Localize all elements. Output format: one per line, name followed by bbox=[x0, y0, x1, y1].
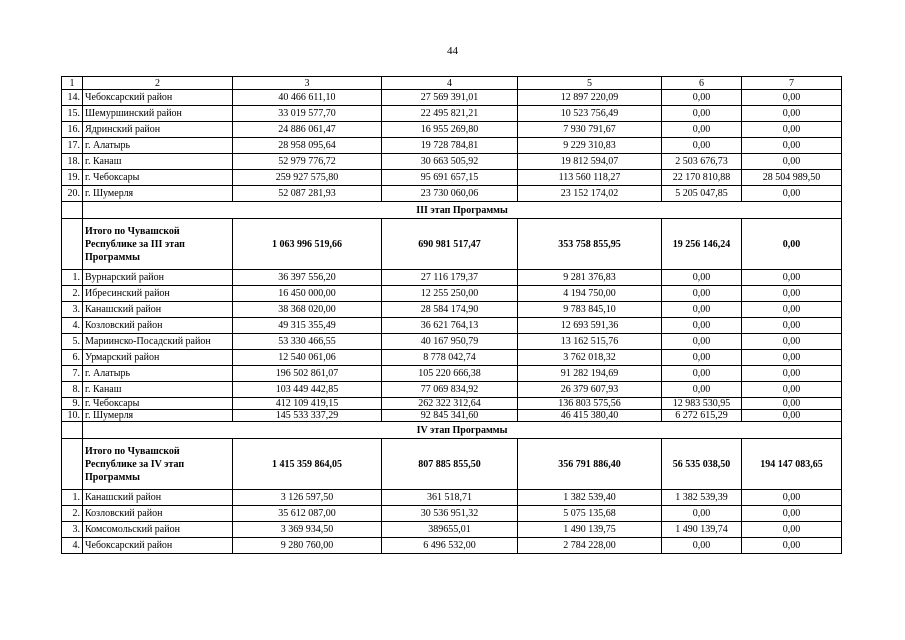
district-name: Козловский район bbox=[83, 506, 233, 522]
table-row bbox=[62, 522, 842, 538]
table-row bbox=[62, 366, 842, 382]
column-4-amount: 8 778 042,74 bbox=[382, 350, 518, 366]
column-4-amount: 77 069 834,92 bbox=[382, 382, 518, 398]
column-6-amount: 0,00 bbox=[662, 122, 742, 138]
total-amount: 103 449 442,85 bbox=[233, 382, 382, 398]
district-name: Шемуршинский район bbox=[83, 106, 233, 122]
row-number: 1. bbox=[62, 270, 83, 286]
column-6-amount: 2 503 676,73 bbox=[662, 154, 742, 170]
total-amount: 52 979 776,72 bbox=[233, 154, 382, 170]
column-4-amount: 22 495 821,21 bbox=[382, 106, 518, 122]
column-6-amount: 0,00 bbox=[662, 334, 742, 350]
column-number-header: 7 bbox=[742, 77, 842, 90]
column-7-amount: 0,00 bbox=[742, 410, 842, 422]
stage-blank-cell bbox=[62, 422, 83, 439]
row-number: 6. bbox=[62, 350, 83, 366]
total-blank-cell bbox=[62, 219, 83, 270]
total-amount: 53 330 466,55 bbox=[233, 334, 382, 350]
column-number-header: 4 bbox=[382, 77, 518, 90]
column-number-header: 5 bbox=[518, 77, 662, 90]
row-number: 4. bbox=[62, 538, 83, 554]
column-5-amount: 1 382 539,40 bbox=[518, 490, 662, 506]
district-name: г. Алатырь bbox=[83, 366, 233, 382]
district-name: Козловский район bbox=[83, 318, 233, 334]
column-7-amount: 0,00 bbox=[742, 219, 842, 270]
table-row bbox=[62, 410, 842, 422]
total-amount: 12 540 061,06 bbox=[233, 350, 382, 366]
column-6-amount: 22 170 810,88 bbox=[662, 170, 742, 186]
column-4-amount: 262 322 312,64 bbox=[382, 398, 518, 410]
total-amount: 16 450 000,00 bbox=[233, 286, 382, 302]
column-6-amount: 0,00 bbox=[662, 138, 742, 154]
column-7-amount: 0,00 bbox=[742, 522, 842, 538]
table-row bbox=[62, 106, 842, 122]
table-row bbox=[62, 270, 842, 286]
row-number: 4. bbox=[62, 318, 83, 334]
column-5-amount: 9 229 310,83 bbox=[518, 138, 662, 154]
column-6-amount: 6 272 615,29 bbox=[662, 410, 742, 422]
column-5-amount: 136 803 575,56 bbox=[518, 398, 662, 410]
column-7-amount: 0,00 bbox=[742, 350, 842, 366]
column-4-amount: 30 663 505,92 bbox=[382, 154, 518, 170]
column-6-amount: 0,00 bbox=[662, 286, 742, 302]
table-row bbox=[62, 350, 842, 366]
district-name: Ибресинский район bbox=[83, 286, 233, 302]
table-row bbox=[62, 138, 842, 154]
column-5-amount: 46 415 380,40 bbox=[518, 410, 662, 422]
table-row bbox=[62, 490, 842, 506]
row-number: 17. bbox=[62, 138, 83, 154]
column-number-row bbox=[62, 77, 842, 90]
district-name: Мариинско-Посадский район bbox=[83, 334, 233, 350]
column-number-header: 1 bbox=[62, 77, 83, 90]
table-row bbox=[62, 318, 842, 334]
column-7-amount: 0,00 bbox=[742, 334, 842, 350]
row-number: 3. bbox=[62, 522, 83, 538]
total-amount: 28 958 095,64 bbox=[233, 138, 382, 154]
stage-heading-row bbox=[62, 202, 842, 219]
table-row bbox=[62, 90, 842, 106]
column-4-amount: 36 621 764,13 bbox=[382, 318, 518, 334]
total-label: Итого по Чувашской Республике за III этап Программы bbox=[83, 219, 233, 270]
stage-total-row bbox=[62, 439, 842, 490]
total-amount: 3 369 934,50 bbox=[233, 522, 382, 538]
row-number: 15. bbox=[62, 106, 83, 122]
column-4-amount: 95 691 657,15 bbox=[382, 170, 518, 186]
column-5-amount: 19 812 594,07 bbox=[518, 154, 662, 170]
table-row bbox=[62, 398, 842, 410]
column-7-amount: 0,00 bbox=[742, 286, 842, 302]
column-7-amount: 0,00 bbox=[742, 138, 842, 154]
budget-table bbox=[61, 76, 842, 554]
table-row bbox=[62, 538, 842, 554]
column-4-amount: 807 885 855,50 bbox=[382, 439, 518, 490]
total-amount: 412 109 419,15 bbox=[233, 398, 382, 410]
column-6-amount: 0,00 bbox=[662, 506, 742, 522]
row-number: 7. bbox=[62, 366, 83, 382]
column-7-amount: 0,00 bbox=[742, 318, 842, 334]
column-7-amount: 194 147 083,65 bbox=[742, 439, 842, 490]
district-name: Канашский район bbox=[83, 302, 233, 318]
column-6-amount: 19 256 146,24 bbox=[662, 219, 742, 270]
district-name: Вурнарский район bbox=[83, 270, 233, 286]
district-name: Урмарский район bbox=[83, 350, 233, 366]
total-blank-cell bbox=[62, 439, 83, 490]
column-6-amount: 0,00 bbox=[662, 350, 742, 366]
column-7-amount: 28 504 989,50 bbox=[742, 170, 842, 186]
table-row bbox=[62, 170, 842, 186]
district-name: г. Шумерля bbox=[83, 186, 233, 202]
column-4-amount: 92 845 341,60 bbox=[382, 410, 518, 422]
column-6-amount: 0,00 bbox=[662, 106, 742, 122]
district-name: г. Чебоксары bbox=[83, 398, 233, 410]
column-4-amount: 23 730 060,06 bbox=[382, 186, 518, 202]
column-5-amount: 26 379 607,93 bbox=[518, 382, 662, 398]
total-amount: 36 397 556,20 bbox=[233, 270, 382, 286]
district-name: Чебоксарский район bbox=[83, 90, 233, 106]
column-5-amount: 7 930 791,67 bbox=[518, 122, 662, 138]
column-6-amount: 0,00 bbox=[662, 270, 742, 286]
row-number: 20. bbox=[62, 186, 83, 202]
column-5-amount: 91 282 194,69 bbox=[518, 366, 662, 382]
row-number: 9. bbox=[62, 398, 83, 410]
stage-heading-row bbox=[62, 422, 842, 439]
total-amount: 3 126 597,50 bbox=[233, 490, 382, 506]
total-amount: 49 315 355,49 bbox=[233, 318, 382, 334]
row-number: 3. bbox=[62, 302, 83, 318]
column-4-amount: 30 536 951,32 bbox=[382, 506, 518, 522]
district-name: г. Алатырь bbox=[83, 138, 233, 154]
column-number-header: 6 bbox=[662, 77, 742, 90]
district-name: Канашский район bbox=[83, 490, 233, 506]
column-number-header: 3 bbox=[233, 77, 382, 90]
row-number: 10. bbox=[62, 410, 83, 422]
column-7-amount: 0,00 bbox=[742, 122, 842, 138]
table-row bbox=[62, 154, 842, 170]
column-4-amount: 6 496 532,00 bbox=[382, 538, 518, 554]
row-number: 5. bbox=[62, 334, 83, 350]
column-7-amount: 0,00 bbox=[742, 382, 842, 398]
total-amount: 259 927 575,80 bbox=[233, 170, 382, 186]
column-4-amount: 16 955 269,80 bbox=[382, 122, 518, 138]
column-6-amount: 1 490 139,74 bbox=[662, 522, 742, 538]
column-5-amount: 5 075 135,68 bbox=[518, 506, 662, 522]
table-row bbox=[62, 302, 842, 318]
column-6-amount: 0,00 bbox=[662, 538, 742, 554]
total-amount: 9 280 760,00 bbox=[233, 538, 382, 554]
column-7-amount: 0,00 bbox=[742, 302, 842, 318]
total-amount: 33 019 577,70 bbox=[233, 106, 382, 122]
district-name: Ядринский район bbox=[83, 122, 233, 138]
column-7-amount: 0,00 bbox=[742, 366, 842, 382]
column-6-amount: 0,00 bbox=[662, 302, 742, 318]
column-4-amount: 27 116 179,37 bbox=[382, 270, 518, 286]
column-5-amount: 9 783 845,10 bbox=[518, 302, 662, 318]
row-number: 8. bbox=[62, 382, 83, 398]
total-amount: 52 087 281,93 bbox=[233, 186, 382, 202]
column-4-amount: 28 584 174,90 bbox=[382, 302, 518, 318]
column-5-amount: 12 693 591,36 bbox=[518, 318, 662, 334]
table-row bbox=[62, 186, 842, 202]
total-amount: 145 533 337,29 bbox=[233, 410, 382, 422]
row-number: 19. bbox=[62, 170, 83, 186]
column-7-amount: 0,00 bbox=[742, 538, 842, 554]
district-name: г. Канаш bbox=[83, 154, 233, 170]
column-7-amount: 0,00 bbox=[742, 398, 842, 410]
column-4-amount: 27 569 391,01 bbox=[382, 90, 518, 106]
row-number: 1. bbox=[62, 490, 83, 506]
stage-total-row bbox=[62, 219, 842, 270]
column-5-amount: 356 791 886,40 bbox=[518, 439, 662, 490]
table-row bbox=[62, 382, 842, 398]
table-row bbox=[62, 286, 842, 302]
total-amount: 38 368 020,00 bbox=[233, 302, 382, 318]
column-5-amount: 113 560 118,27 bbox=[518, 170, 662, 186]
column-4-amount: 19 728 784,81 bbox=[382, 138, 518, 154]
column-6-amount: 0,00 bbox=[662, 366, 742, 382]
column-4-amount: 105 220 666,38 bbox=[382, 366, 518, 382]
column-5-amount: 2 784 228,00 bbox=[518, 538, 662, 554]
column-5-amount: 12 897 220,09 bbox=[518, 90, 662, 106]
district-name: г. Канаш bbox=[83, 382, 233, 398]
column-4-amount: 389655,01 bbox=[382, 522, 518, 538]
row-number: 2. bbox=[62, 506, 83, 522]
total-label: Итого по Чувашской Республике за IV этап Программы bbox=[83, 439, 233, 490]
column-6-amount: 0,00 bbox=[662, 318, 742, 334]
column-6-amount: 0,00 bbox=[662, 90, 742, 106]
column-7-amount: 0,00 bbox=[742, 90, 842, 106]
column-5-amount: 10 523 756,49 bbox=[518, 106, 662, 122]
column-5-amount: 4 194 750,00 bbox=[518, 286, 662, 302]
page-number: 44 bbox=[447, 45, 458, 57]
column-6-amount: 12 983 530,95 bbox=[662, 398, 742, 410]
column-4-amount: 690 981 517,47 bbox=[382, 219, 518, 270]
table-row bbox=[62, 506, 842, 522]
table-row bbox=[62, 334, 842, 350]
district-name: г. Шумерля bbox=[83, 410, 233, 422]
row-number: 16. bbox=[62, 122, 83, 138]
column-4-amount: 40 167 950,79 bbox=[382, 334, 518, 350]
column-5-amount: 1 490 139,75 bbox=[518, 522, 662, 538]
stage-blank-cell bbox=[62, 202, 83, 219]
column-6-amount: 1 382 539,39 bbox=[662, 490, 742, 506]
column-5-amount: 9 281 376,83 bbox=[518, 270, 662, 286]
table-row bbox=[62, 122, 842, 138]
column-4-amount: 12 255 250,00 bbox=[382, 286, 518, 302]
column-6-amount: 0,00 bbox=[662, 382, 742, 398]
stage-title: III этап Программы bbox=[83, 202, 842, 219]
column-7-amount: 0,00 bbox=[742, 506, 842, 522]
stage-title: IV этап Программы bbox=[83, 422, 842, 439]
column-5-amount: 23 152 174,02 bbox=[518, 186, 662, 202]
column-5-amount: 3 762 018,32 bbox=[518, 350, 662, 366]
total-amount: 1 415 359 864,05 bbox=[233, 439, 382, 490]
total-amount: 1 063 996 519,66 bbox=[233, 219, 382, 270]
total-amount: 40 466 611,10 bbox=[233, 90, 382, 106]
row-number: 2. bbox=[62, 286, 83, 302]
row-number: 18. bbox=[62, 154, 83, 170]
column-7-amount: 0,00 bbox=[742, 154, 842, 170]
total-amount: 196 502 861,07 bbox=[233, 366, 382, 382]
column-6-amount: 56 535 038,50 bbox=[662, 439, 742, 490]
column-7-amount: 0,00 bbox=[742, 106, 842, 122]
column-7-amount: 0,00 bbox=[742, 270, 842, 286]
column-7-amount: 0,00 bbox=[742, 186, 842, 202]
row-number: 14. bbox=[62, 90, 83, 106]
column-number-header: 2 bbox=[83, 77, 233, 90]
column-5-amount: 13 162 515,76 bbox=[518, 334, 662, 350]
total-amount: 24 886 061,47 bbox=[233, 122, 382, 138]
column-4-amount: 361 518,71 bbox=[382, 490, 518, 506]
column-6-amount: 5 205 047,85 bbox=[662, 186, 742, 202]
column-7-amount: 0,00 bbox=[742, 490, 842, 506]
district-name: Комсомольский район bbox=[83, 522, 233, 538]
column-5-amount: 353 758 855,95 bbox=[518, 219, 662, 270]
total-amount: 35 612 087,00 bbox=[233, 506, 382, 522]
district-name: Чебоксарский район bbox=[83, 538, 233, 554]
district-name: г. Чебоксары bbox=[83, 170, 233, 186]
